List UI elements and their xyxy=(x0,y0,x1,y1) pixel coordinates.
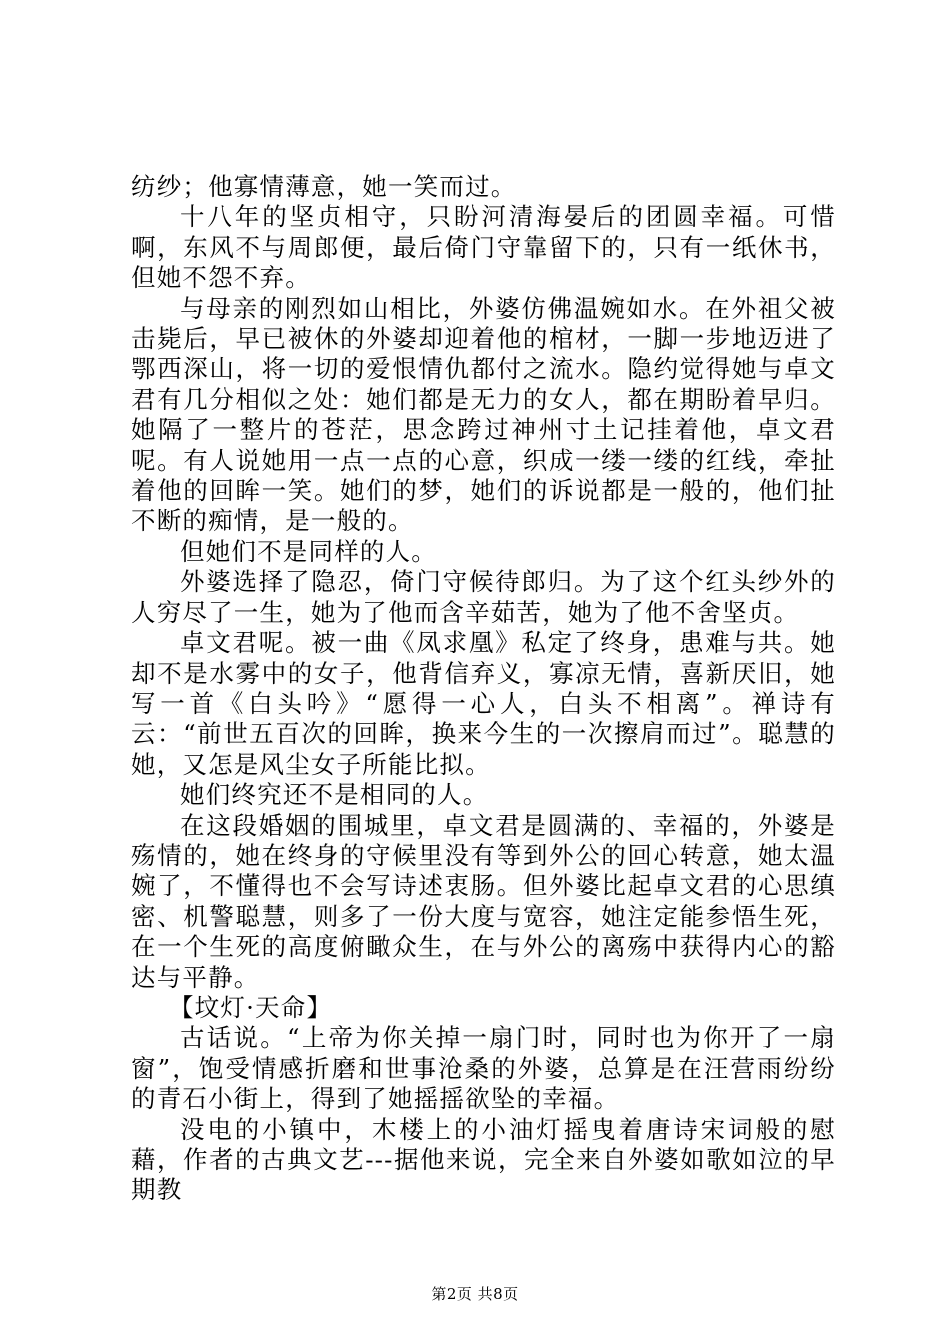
section-heading: 【坟灯·天命】 xyxy=(168,992,333,1022)
paragraph: 外婆选择了隐忍，倚门守候待郎归。为了这个红头纱外的人穷尽了一生，她为了他而含辛茹苦，她为了他不舍坚贞。 xyxy=(131,567,836,627)
paragraph: 纺纱；他寡情薄意，她一笑而过。 xyxy=(131,172,517,201)
paragraph: 卓文君呢。被一曲《凤求凰》私定了终身，患难与共。她却不是水雾中的女子，他背信弃义，寡凉无情，喜新厌旧，她写一首《白头吟》“愿得一心人，白头不相离”。禅诗有云：“前世五百次的回眸，换来今生的一次擦肩而过”。聪慧的她，又怎是风尘女子所能比拟。 xyxy=(131,628,836,779)
document-body xyxy=(131,172,836,1206)
paragraph: 与母亲的刚烈如山相比，外婆仿佛温婉如水。在外祖父被击毙后，早已被休的外婆却迎着他的棺材，一脚一步地迈进了鄂西深山，将一切的爱恨情仇都付之流水。隐约觉得她与卓文君有几分相似之处：她们都是无力的女人，都在期盼着早归。她隔了一整片的苍茫，思念跨过神州寸土记挂着他，卓文君呢。有人说她用一点一点的心意，织成一缕一缕的红线，牵扯着他的回眸一笑。她们的梦，她们的诉说都是一般的，他们扯不断的痴情，是一般的。 xyxy=(131,293,836,536)
page-footer xyxy=(0,1283,950,1304)
paragraph: 没电的小镇中，木楼上的小油灯摇曳着唐诗宋词般的慰藉，作者的古典文艺---据他来说，完全来自外婆如歌如泣的早期教 xyxy=(131,1114,836,1205)
paragraph: 十八年的坚贞相守，只盼河清海晏后的团圆幸福。可惜啊，东风不与周郎便，最后倚门守靠留下的，只有一纸休书，但她不怨不弃。 xyxy=(131,202,836,293)
paragraph: 但她们不是同样的人。 xyxy=(180,536,437,566)
paragraph: 在这段婚姻的围城里，卓文君是圆满的、幸福的，外婆是殇情的，她在终身的守候里没有等到外公的回心转意，她太温婉了，不懂得也不会写诗述衷肠。但外婆比起卓文君的心思缜密、机警聪慧，则多了一份大度与宽容，她注定能参悟生死，在一个生死的高度俯瞰众生，在与外公的离殇中获得内心的豁达与平静。 xyxy=(131,810,836,992)
paragraph: 古话说。“上帝为你关掉一扇门时，同时也为你开了一扇窗”，饱受情感折磨和世事沧桑的外婆，总算是在汪营雨纷纷的青石小街上，得到了她摇摇欲坠的幸福。 xyxy=(131,1023,836,1114)
paragraph: 她们终究还不是相同的人。 xyxy=(180,780,489,810)
page-number: 第2页 共8页 xyxy=(431,1285,519,1303)
